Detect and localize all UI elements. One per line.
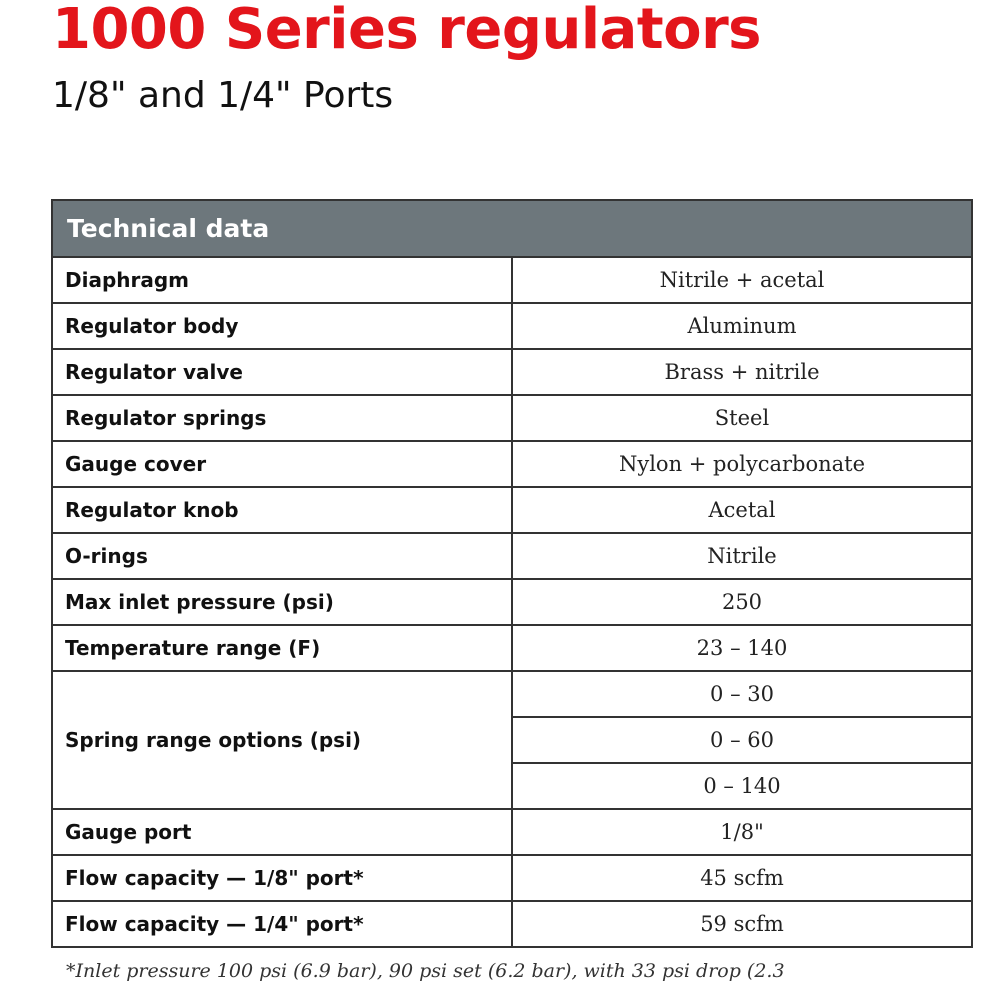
row-value-diaphragm: Nitrile + acetal [512,257,972,303]
row-label-flow-capacity-eighth: Flow capacity — 1/8" port* [52,855,512,901]
table-row [52,855,972,901]
table-row [52,441,972,487]
page-title: 1000 Series regulators [52,0,762,62]
row-label-o-rings: O-rings [52,533,512,579]
technical-data-table [51,199,973,948]
row-value-spring-range-option: 0 – 60 [512,717,972,763]
row-value-temperature-range: 23 – 140 [512,625,972,671]
table-row [52,625,972,671]
table-row [52,901,972,947]
table-row [52,303,972,349]
table-row [52,533,972,579]
row-value-gauge-cover: Nylon + polycarbonate [512,441,972,487]
row-label-temperature-range: Temperature range (F) [52,625,512,671]
row-value-regulator-body: Aluminum [512,303,972,349]
row-label-gauge-cover: Gauge cover [52,441,512,487]
table-row [52,809,972,855]
table-row [52,349,972,395]
table-row [52,487,972,533]
row-label-regulator-knob: Regulator knob [52,487,512,533]
row-value-gauge-port: 1/8" [512,809,972,855]
table-header-row [52,200,972,257]
row-label-spring-range-options: Spring range options (psi) [52,671,512,809]
row-value-max-inlet-pressure: 250 [512,579,972,625]
table-header: Technical data [52,200,972,257]
row-value-regulator-knob: Acetal [512,487,972,533]
table-row [52,671,972,717]
footnote: *Inlet pressure 100 psi (6.9 bar), 90 psi set (6.2 bar), with 33 psi drop (2.3 [66,960,785,982]
table-row [52,257,972,303]
row-label-regulator-springs: Regulator springs [52,395,512,441]
row-label-flow-capacity-quarter: Flow capacity — 1/4" port* [52,901,512,947]
page-subtitle: 1/8" and 1/4" Ports [52,75,394,116]
table-row [52,579,972,625]
row-value-o-rings: Nitrile [512,533,972,579]
row-value-regulator-springs: Steel [512,395,972,441]
row-label-diaphragm: Diaphragm [52,257,512,303]
row-value-spring-range-option: 0 – 30 [512,671,972,717]
row-value-flow-capacity-quarter: 59 scfm [512,901,972,947]
row-value-spring-range-option: 0 – 140 [512,763,972,809]
row-label-regulator-valve: Regulator valve [52,349,512,395]
row-label-gauge-port: Gauge port [52,809,512,855]
row-value-flow-capacity-eighth: 45 scfm [512,855,972,901]
row-label-regulator-body: Regulator body [52,303,512,349]
row-value-regulator-valve: Brass + nitrile [512,349,972,395]
row-label-max-inlet-pressure: Max inlet pressure (psi) [52,579,512,625]
table-row [52,395,972,441]
